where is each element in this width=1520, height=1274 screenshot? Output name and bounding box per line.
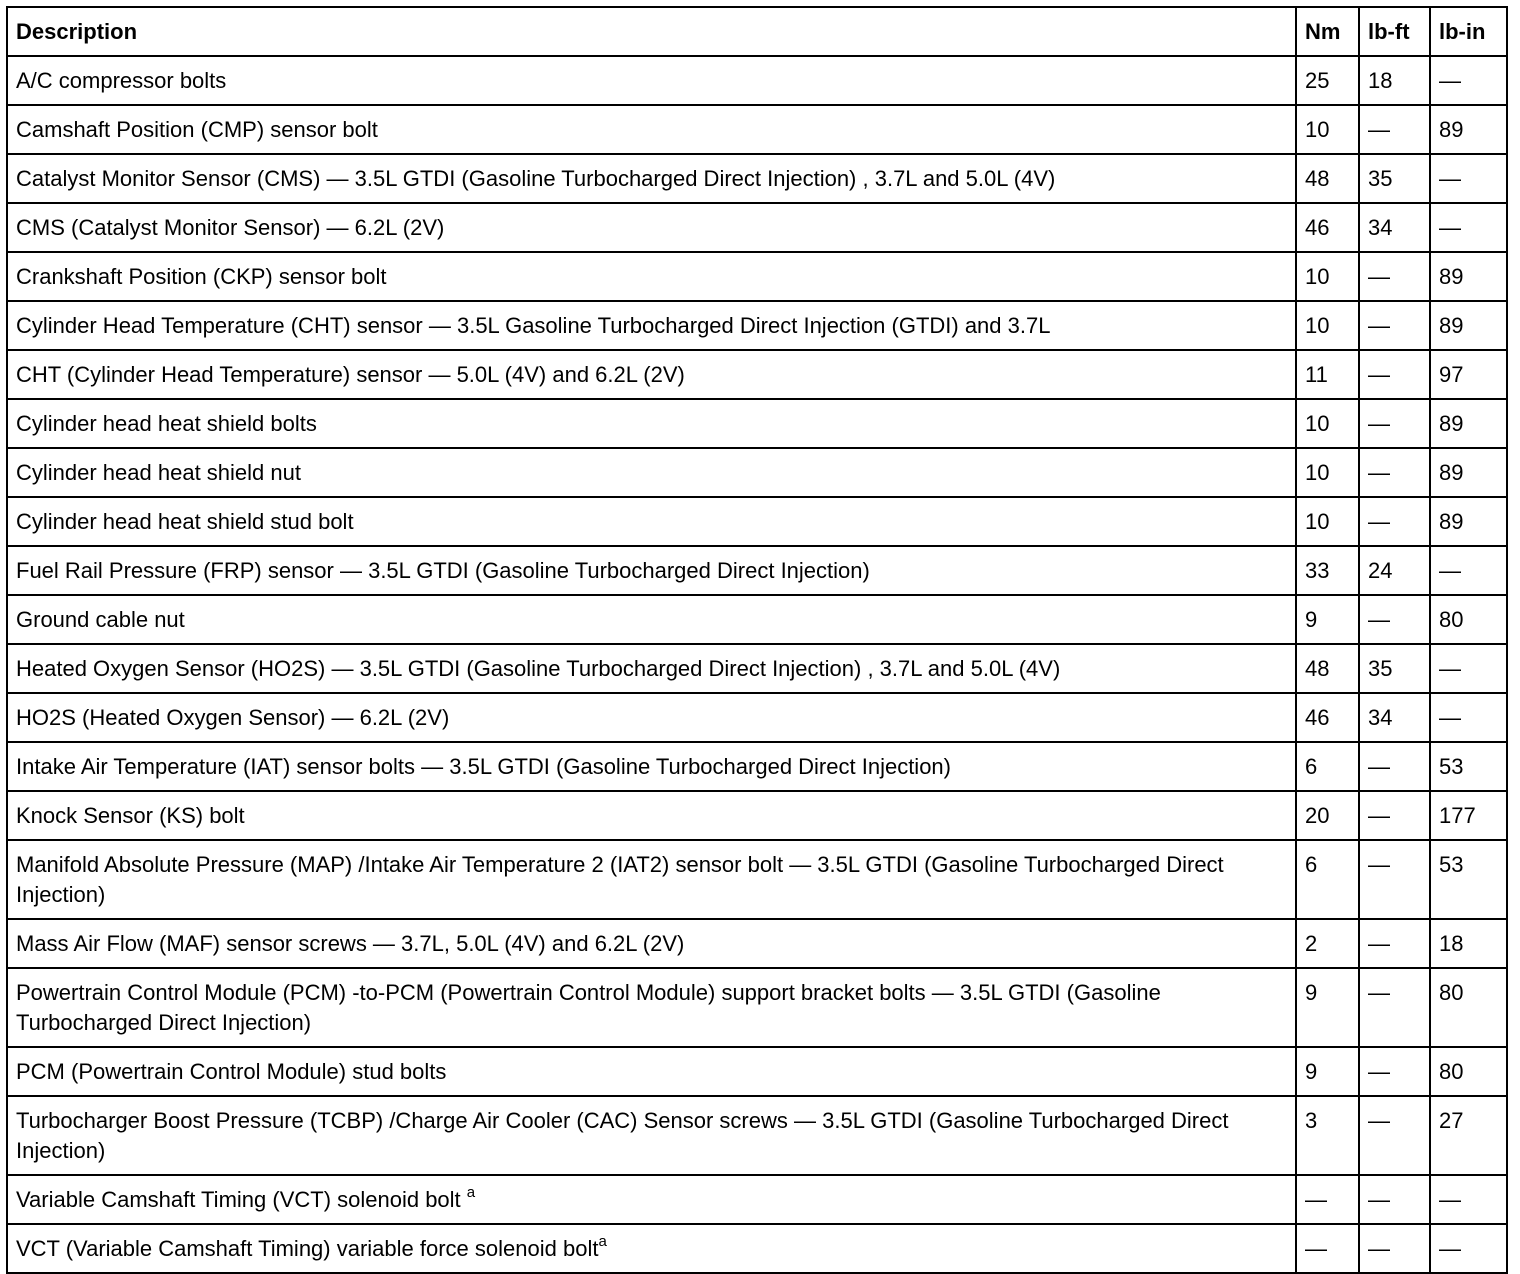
description-text: Intake Air Temperature (IAT) sensor bolts — 3.5L GTDI (Gasoline Turbocharged Direct Injection) <box>16 754 951 779</box>
description-text: Knock Sensor (KS) bolt <box>16 803 245 828</box>
cell-nm: 46 <box>1296 693 1359 742</box>
description-text: PCM (Powertrain Control Module) stud bolts <box>16 1059 447 1084</box>
cell-lb-ft: — <box>1359 301 1430 350</box>
description-text: Heated Oxygen Sensor (HO2S) — 3.5L GTDI (Gasoline Turbocharged Direct Injection) , 3.7L and 5.0L (4V) <box>16 656 1061 681</box>
description-text: Manifold Absolute Pressure (MAP) /Intake Air Temperature 2 (IAT2) sensor bolt — 3.5L GTDI (Gasoline Turbocharged Direct Injection) <box>16 852 1224 907</box>
cell-lb-ft: — <box>1359 1096 1430 1175</box>
cell-description <box>7 448 1296 497</box>
cell-description <box>7 968 1296 1047</box>
cell-lb-in: 89 <box>1430 497 1507 546</box>
table-row <box>7 350 1507 399</box>
cell-description <box>7 154 1296 203</box>
table-row <box>7 105 1507 154</box>
description-text: Mass Air Flow (MAF) sensor screws — 3.7L, 5.0L (4V) and 6.2L (2V) <box>16 931 685 956</box>
table-row <box>7 1224 1507 1273</box>
description-text: Cylinder head heat shield stud bolt <box>16 509 354 534</box>
cell-lb-ft: — <box>1359 791 1430 840</box>
cell-description <box>7 350 1296 399</box>
cell-lb-ft: 35 <box>1359 154 1430 203</box>
header-row <box>7 7 1507 56</box>
header-description: Description <box>7 7 1296 56</box>
cell-lb-in: — <box>1430 1175 1507 1224</box>
description-text: Powertrain Control Module (PCM) -to-PCM (Powertrain Control Module) support bracket bolts — 3.5L GTDI (Gasoline Turbocharged Direct Injection) <box>16 980 1161 1035</box>
cell-lb-in: 89 <box>1430 301 1507 350</box>
cell-nm: 10 <box>1296 448 1359 497</box>
cell-nm: — <box>1296 1224 1359 1273</box>
table-row <box>7 497 1507 546</box>
description-text: Cylinder head heat shield bolts <box>16 411 317 436</box>
cell-nm: 2 <box>1296 919 1359 968</box>
cell-description <box>7 203 1296 252</box>
cell-nm: 11 <box>1296 350 1359 399</box>
cell-lb-in: — <box>1430 1224 1507 1273</box>
cell-nm: 9 <box>1296 968 1359 1047</box>
cell-nm: 9 <box>1296 1047 1359 1096</box>
cell-nm: 10 <box>1296 399 1359 448</box>
cell-lb-in: 97 <box>1430 350 1507 399</box>
table-row <box>7 56 1507 105</box>
cell-description <box>7 644 1296 693</box>
cell-nm: 10 <box>1296 105 1359 154</box>
table-row <box>7 203 1507 252</box>
cell-nm: — <box>1296 1175 1359 1224</box>
cell-nm: 10 <box>1296 497 1359 546</box>
description-text: Fuel Rail Pressure (FRP) sensor — 3.5L GTDI (Gasoline Turbocharged Direct Injection) <box>16 558 870 583</box>
cell-nm: 10 <box>1296 252 1359 301</box>
cell-lb-in: — <box>1430 546 1507 595</box>
cell-lb-ft: — <box>1359 595 1430 644</box>
cell-description <box>7 791 1296 840</box>
cell-description <box>7 399 1296 448</box>
cell-lb-in: 18 <box>1430 919 1507 968</box>
cell-lb-in: 80 <box>1430 968 1507 1047</box>
cell-description <box>7 1175 1296 1224</box>
cell-description <box>7 840 1296 919</box>
cell-lb-in: — <box>1430 203 1507 252</box>
cell-nm: 33 <box>1296 546 1359 595</box>
cell-lb-in: — <box>1430 644 1507 693</box>
cell-lb-ft: — <box>1359 968 1430 1047</box>
cell-lb-ft: — <box>1359 105 1430 154</box>
cell-lb-ft: — <box>1359 840 1430 919</box>
cell-description <box>7 1047 1296 1096</box>
description-text: Variable Camshaft Timing (VCT) solenoid bolt <box>16 1187 467 1212</box>
table-body <box>7 56 1507 1273</box>
table-row <box>7 1096 1507 1175</box>
cell-lb-ft: 24 <box>1359 546 1430 595</box>
cell-lb-in: 53 <box>1430 742 1507 791</box>
description-text: Cylinder head heat shield nut <box>16 460 301 485</box>
description-text: Ground cable nut <box>16 607 185 632</box>
cell-lb-ft: — <box>1359 1175 1430 1224</box>
cell-lb-in: 89 <box>1430 105 1507 154</box>
cell-lb-ft: — <box>1359 1047 1430 1096</box>
table-row <box>7 693 1507 742</box>
description-text: HO2S (Heated Oxygen Sensor) — 6.2L (2V) <box>16 705 450 730</box>
cell-nm: 48 <box>1296 154 1359 203</box>
cell-description <box>7 105 1296 154</box>
cell-lb-ft: — <box>1359 497 1430 546</box>
table-row <box>7 448 1507 497</box>
cell-lb-in: 89 <box>1430 399 1507 448</box>
footnote-marker: a <box>598 1232 607 1250</box>
cell-lb-ft: — <box>1359 742 1430 791</box>
description-text: CMS (Catalyst Monitor Sensor) — 6.2L (2V) <box>16 215 445 240</box>
torque-spec-table <box>6 6 1508 1274</box>
cell-nm: 20 <box>1296 791 1359 840</box>
cell-description <box>7 546 1296 595</box>
header-lb-in: lb-in <box>1430 7 1507 56</box>
header-lb-ft: lb-ft <box>1359 7 1430 56</box>
footnote-marker: a <box>466 1183 476 1201</box>
description-text: A/C compressor bolts <box>16 68 227 93</box>
cell-lb-ft: — <box>1359 252 1430 301</box>
cell-description <box>7 919 1296 968</box>
cell-nm: 48 <box>1296 644 1359 693</box>
cell-lb-ft: 35 <box>1359 644 1430 693</box>
cell-description <box>7 301 1296 350</box>
cell-description <box>7 497 1296 546</box>
table-row <box>7 742 1507 791</box>
cell-lb-in: — <box>1430 693 1507 742</box>
table-row <box>7 791 1507 840</box>
cell-lb-in: 177 <box>1430 791 1507 840</box>
table-row <box>7 840 1507 919</box>
table-row <box>7 399 1507 448</box>
description-text: Catalyst Monitor Sensor (CMS) — 3.5L GTDI (Gasoline Turbocharged Direct Injection) , 3.7L and 5.0L (4V) <box>16 166 1056 191</box>
cell-lb-in: — <box>1430 56 1507 105</box>
cell-lb-ft: — <box>1359 1224 1430 1273</box>
cell-nm: 10 <box>1296 301 1359 350</box>
cell-description <box>7 1224 1296 1273</box>
cell-description <box>7 252 1296 301</box>
cell-nm: 9 <box>1296 595 1359 644</box>
table-row <box>7 301 1507 350</box>
cell-nm: 46 <box>1296 203 1359 252</box>
table-row <box>7 1047 1507 1096</box>
cell-nm: 6 <box>1296 742 1359 791</box>
cell-lb-ft: 34 <box>1359 203 1430 252</box>
table-row <box>7 154 1507 203</box>
description-text: Camshaft Position (CMP) sensor bolt <box>16 117 378 142</box>
description-text: Cylinder Head Temperature (CHT) sensor — 3.5L Gasoline Turbocharged Direct Injection (GTDI) and 3.7L <box>16 313 1051 338</box>
cell-lb-in: 89 <box>1430 448 1507 497</box>
cell-lb-ft: 18 <box>1359 56 1430 105</box>
cell-description <box>7 56 1296 105</box>
description-text: CHT (Cylinder Head Temperature) sensor — 5.0L (4V) and 6.2L (2V) <box>16 362 685 387</box>
description-text: Turbocharger Boost Pressure (TCBP) /Charge Air Cooler (CAC) Sensor screws — 3.5L GTDI (Gasoline Turbocharged Direct Injection) <box>16 1108 1229 1163</box>
table-row <box>7 919 1507 968</box>
cell-description <box>7 742 1296 791</box>
cell-lb-in: — <box>1430 154 1507 203</box>
cell-lb-in: 89 <box>1430 252 1507 301</box>
cell-lb-ft: 34 <box>1359 693 1430 742</box>
header-nm: Nm <box>1296 7 1359 56</box>
cell-lb-ft: — <box>1359 399 1430 448</box>
description-text: VCT (Variable Camshaft Timing) variable force solenoid bolt <box>16 1236 599 1261</box>
cell-lb-ft: — <box>1359 919 1430 968</box>
table-row <box>7 595 1507 644</box>
cell-lb-in: 27 <box>1430 1096 1507 1175</box>
cell-nm: 6 <box>1296 840 1359 919</box>
cell-lb-in: 80 <box>1430 1047 1507 1096</box>
cell-nm: 25 <box>1296 56 1359 105</box>
cell-lb-in: 53 <box>1430 840 1507 919</box>
table-row <box>7 968 1507 1047</box>
cell-lb-ft: — <box>1359 350 1430 399</box>
cell-description <box>7 595 1296 644</box>
cell-lb-ft: — <box>1359 448 1430 497</box>
cell-nm: 3 <box>1296 1096 1359 1175</box>
cell-description <box>7 693 1296 742</box>
cell-description <box>7 1096 1296 1175</box>
table-row <box>7 1175 1507 1224</box>
table-row <box>7 546 1507 595</box>
description-text: Crankshaft Position (CKP) sensor bolt <box>16 264 387 289</box>
cell-lb-in: 80 <box>1430 595 1507 644</box>
table-row <box>7 252 1507 301</box>
table-row <box>7 644 1507 693</box>
